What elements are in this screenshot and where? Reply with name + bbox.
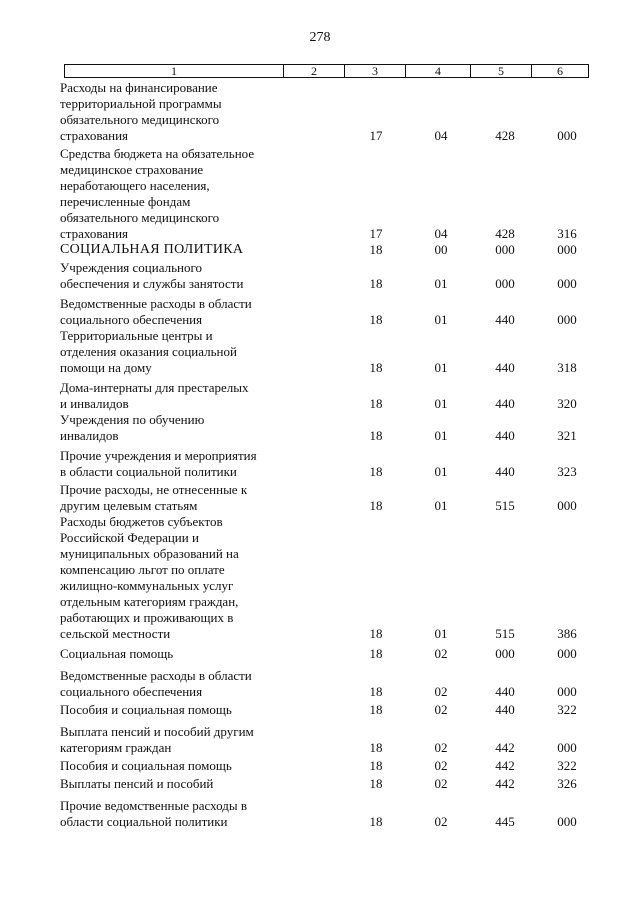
column-header-6: 6 (532, 65, 589, 78)
expense-item-name: Пособия и социальная помощь (60, 758, 232, 773)
table-row (0, 702, 640, 718)
code-cell-c4: 01 (434, 464, 448, 479)
code-cell-c6: 320 (557, 396, 577, 411)
expense-item-name: Средства бюджета на обязательное медицинское страхование неработающего населения, перечисленные фондам обязательного медицинского страхования (60, 146, 255, 241)
column-header-row (65, 65, 589, 78)
code-cell-c6: 000 (557, 276, 577, 291)
code-cell-c5: 000 (495, 646, 515, 661)
code-cell-c5: 515 (495, 498, 515, 513)
code-cell-c3: 18 (369, 498, 383, 513)
table-row (0, 448, 640, 480)
table-row (0, 758, 640, 774)
code-cell-c3: 18 (369, 242, 383, 257)
code-cell-c3: 18 (369, 312, 383, 327)
code-cell-c6: 000 (557, 684, 577, 699)
expense-item-name: Социальная помощь (60, 646, 174, 661)
code-cell-c4: 01 (434, 276, 448, 291)
code-cell-c3: 18 (369, 702, 383, 717)
expense-item-name: Прочие расходы, не отнесенные к другим целевым статьям (60, 482, 248, 513)
expense-item-name: Прочие ведомственные расходы в области социальной политики (60, 798, 248, 829)
page-number: 278 (309, 30, 331, 45)
code-cell-c3: 18 (369, 814, 383, 829)
expense-item-name: Выплата пенсий и пособий другим категориям граждан (60, 724, 254, 755)
table-row (0, 242, 640, 258)
code-cell-c4: 00 (434, 242, 448, 257)
table-row (0, 380, 640, 412)
code-cell-c4: 01 (434, 428, 448, 443)
code-cell-c5: 428 (495, 226, 515, 241)
table-row (0, 412, 640, 444)
expense-item-name: Расходы бюджетов субъектов Российской Федерации и муниципальных образований на компенсацию льгот по оплате жилищно-коммунальных услуг отдельным категориям граждан, работающих и проживающих в сельской местности (60, 514, 239, 641)
code-cell-c4: 01 (434, 498, 448, 513)
code-cell-c5: 442 (495, 758, 515, 773)
code-cell-c3: 18 (369, 464, 383, 479)
column-header-3: 3 (345, 65, 406, 78)
table-row (0, 482, 640, 514)
code-cell-c6: 321 (557, 428, 577, 443)
table-row (0, 798, 640, 830)
code-cell-c5: 440 (495, 684, 515, 699)
code-cell-c3: 18 (369, 360, 383, 375)
column-header-2: 2 (284, 65, 345, 78)
table-row (0, 776, 640, 792)
expense-item-name: Расходы на финансирование территориальной программы обязательного медицинского страхования (60, 80, 222, 143)
code-cell-c3: 17 (369, 226, 383, 241)
expense-item-name: Ведомственные расходы в области социального обеспечения (60, 296, 252, 327)
code-cell-c4: 04 (434, 128, 448, 143)
code-cell-c3: 18 (369, 740, 383, 755)
column-header-table (64, 64, 589, 78)
table-row (0, 296, 640, 328)
code-cell-c5: 440 (495, 702, 515, 717)
code-cell-c5: 442 (495, 740, 515, 755)
code-cell-c4: 02 (434, 740, 448, 755)
code-cell-c3: 18 (369, 776, 383, 791)
code-cell-c6: 000 (557, 242, 577, 257)
code-cell-c4: 02 (434, 776, 448, 791)
code-cell-c4: 02 (434, 646, 448, 661)
table-row (0, 80, 640, 144)
table-row (0, 328, 640, 376)
code-cell-c6: 316 (557, 226, 577, 241)
code-cell-c4: 01 (434, 626, 448, 641)
code-cell-c3: 18 (369, 396, 383, 411)
code-cell-c3: 17 (369, 128, 383, 143)
code-cell-c3: 18 (369, 646, 383, 661)
expense-item-name: Выплаты пенсий и пособий (60, 776, 214, 791)
code-cell-c4: 02 (434, 684, 448, 699)
code-cell-c6: 322 (557, 758, 577, 773)
code-cell-c6: 000 (557, 312, 577, 327)
code-cell-c4: 02 (434, 702, 448, 717)
code-cell-c4: 02 (434, 814, 448, 829)
code-cell-c3: 18 (369, 758, 383, 773)
code-cell-c5: 440 (495, 464, 515, 479)
code-cell-c4: 02 (434, 758, 448, 773)
code-cell-c3: 18 (369, 276, 383, 291)
code-cell-c6: 000 (557, 740, 577, 755)
code-cell-c5: 428 (495, 128, 515, 143)
code-cell-c5: 440 (495, 312, 515, 327)
code-cell-c4: 04 (434, 226, 448, 241)
table-row (0, 146, 640, 242)
expense-item-name: СОЦИАЛЬНАЯ ПОЛИТИКА (60, 242, 244, 257)
expense-item-name: Территориальные центры и отделения оказания социальной помощи на дому (60, 328, 237, 375)
code-cell-c4: 01 (434, 312, 448, 327)
code-cell-c6: 326 (557, 776, 577, 791)
code-cell-c6: 323 (557, 464, 577, 479)
code-cell-c6: 000 (557, 128, 577, 143)
expense-item-name: Пособия и социальная помощь (60, 702, 232, 717)
expense-item-name: Дома-интернаты для престарелых и инвалидов (60, 380, 249, 411)
budget-rows (0, 80, 640, 830)
code-cell-c5: 515 (495, 626, 515, 641)
table-row (0, 260, 640, 292)
expense-item-name: Учреждения по обучению инвалидов (60, 412, 205, 443)
expense-item-name: Прочие учреждения и мероприятия в области социальной политики (60, 448, 257, 479)
table-row (0, 724, 640, 756)
code-cell-c6: 386 (557, 626, 577, 641)
column-header-4: 4 (406, 65, 471, 78)
code-cell-c6: 322 (557, 702, 577, 717)
expense-item-name: Учреждения социального обеспечения и службы занятости (60, 260, 244, 291)
code-cell-c5: 445 (495, 814, 515, 829)
code-cell-c3: 18 (369, 428, 383, 443)
code-cell-c6: 000 (557, 814, 577, 829)
column-header-5: 5 (471, 65, 532, 78)
code-cell-c4: 01 (434, 360, 448, 375)
code-cell-c5: 000 (495, 242, 515, 257)
code-cell-c5: 440 (495, 396, 515, 411)
expense-item-name: Ведомственные расходы в области социального обеспечения (60, 668, 252, 699)
code-cell-c5: 440 (495, 360, 515, 375)
code-cell-c5: 440 (495, 428, 515, 443)
table-row (0, 668, 640, 700)
code-cell-c6: 000 (557, 646, 577, 661)
table-row (0, 646, 640, 662)
column-header-1: 1 (65, 65, 284, 78)
code-cell-c6: 000 (557, 498, 577, 513)
code-cell-c3: 18 (369, 684, 383, 699)
code-cell-c5: 442 (495, 776, 515, 791)
code-cell-c3: 18 (369, 626, 383, 641)
code-cell-c5: 000 (495, 276, 515, 291)
table-row (0, 514, 640, 642)
code-cell-c6: 318 (557, 360, 577, 375)
code-cell-c4: 01 (434, 396, 448, 411)
